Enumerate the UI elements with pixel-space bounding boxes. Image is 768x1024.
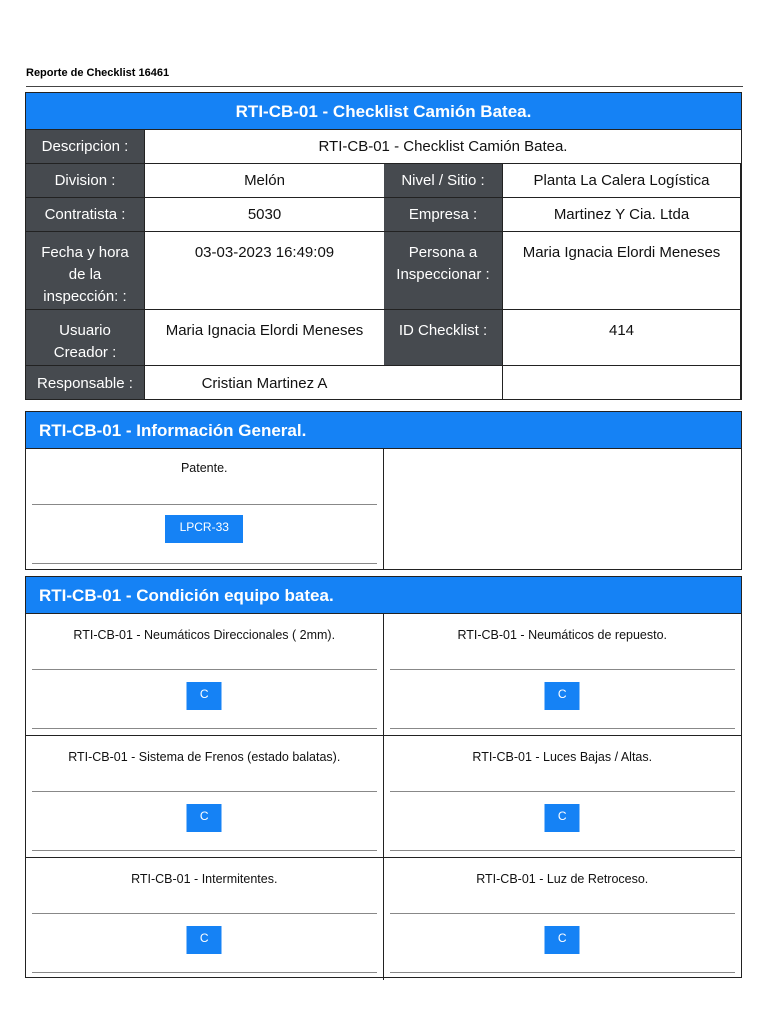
checklist-header-section (25, 92, 742, 400)
fecha-label: Fecha y hora de la inspección: : (26, 232, 145, 310)
card-divider (32, 669, 377, 670)
item-label: RTI-CB-01 - Neumáticos Direccionales ( 2mm). (73, 628, 336, 642)
condicion-section (25, 576, 742, 978)
empty-value-cell (503, 366, 741, 399)
neumaticos-direccionales-card (26, 614, 384, 736)
nivel-label: Nivel / Sitio : (384, 164, 503, 198)
nivel-value: Planta La Calera Logística (503, 164, 741, 198)
card-divider (390, 972, 736, 973)
card-divider (390, 850, 736, 851)
patente-card (26, 449, 384, 569)
card-divider (32, 850, 377, 851)
condicion-cards (26, 614, 741, 980)
title-divider (26, 86, 743, 87)
division-value: Melón (145, 164, 384, 198)
empty-card (384, 449, 742, 569)
info-general-cards (26, 449, 741, 569)
card-divider (32, 972, 377, 973)
contratista-label: Contratista : (26, 198, 145, 232)
usuario-label: Usuario Creador : (26, 310, 145, 366)
checklist-title: RTI-CB-01 - Checklist Camión Batea. (26, 93, 741, 130)
luz-retroceso-card (384, 858, 742, 980)
card-divider (390, 913, 736, 914)
item-status-badge: C (545, 926, 580, 954)
info-general-section (25, 411, 742, 570)
empty-label-cell (384, 366, 503, 399)
patente-value-badge: LPCR-33 (165, 515, 243, 543)
id-checklist-label: ID Checklist : (384, 310, 503, 366)
item-label: RTI-CB-01 - Neumáticos de repuesto. (457, 628, 668, 642)
card-divider (390, 669, 736, 670)
card-divider (32, 504, 377, 505)
card-divider (32, 728, 377, 729)
item-label: RTI-CB-01 - Luz de Retroceso. (476, 872, 649, 886)
fecha-value: 03-03-2023 16:49:09 (145, 232, 384, 310)
card-divider (32, 791, 377, 792)
neumaticos-repuesto-card (384, 614, 742, 736)
card-divider (390, 728, 736, 729)
item-label: RTI-CB-01 - Intermitentes. (131, 872, 278, 886)
item-status-badge: C (187, 926, 222, 954)
intermitentes-card (26, 858, 384, 980)
division-label: Division : (26, 164, 145, 198)
persona-value: Maria Ignacia Elordi Meneses (503, 232, 741, 310)
id-checklist-value: 414 (503, 310, 741, 366)
item-status-badge: C (545, 682, 580, 710)
responsable-label: Responsable : (26, 366, 145, 399)
card-divider (32, 913, 377, 914)
report-title: Reporte de Checklist 16461 (26, 67, 170, 79)
descripcion-value: RTI-CB-01 - Checklist Camión Batea. (145, 130, 741, 164)
item-status-badge: C (187, 682, 222, 710)
usuario-value: Maria Ignacia Elordi Meneses (145, 310, 384, 366)
card-divider (32, 563, 377, 564)
item-status-badge: C (187, 804, 222, 832)
patente-label: Patente. (180, 461, 228, 475)
contratista-value: 5030 (145, 198, 384, 232)
item-label: RTI-CB-01 - Luces Bajas / Altas. (472, 750, 653, 764)
checklist-info-grid (26, 130, 741, 399)
responsable-value: Cristian Martinez A (145, 366, 384, 399)
luces-card (384, 736, 742, 858)
item-status-badge: C (545, 804, 580, 832)
sistema-frenos-card (26, 736, 384, 858)
info-general-title: RTI-CB-01 - Información General. (26, 412, 741, 449)
empresa-value: Martinez Y Cia. Ltda (503, 198, 741, 232)
item-label: RTI-CB-01 - Sistema de Frenos (estado balatas). (68, 750, 341, 764)
condicion-title: RTI-CB-01 - Condición equipo batea. (26, 577, 741, 614)
card-divider (390, 791, 736, 792)
descripcion-label: Descripcion : (26, 130, 145, 164)
empresa-label: Empresa : (384, 198, 503, 232)
persona-label: Persona a Inspeccionar : (384, 232, 503, 310)
